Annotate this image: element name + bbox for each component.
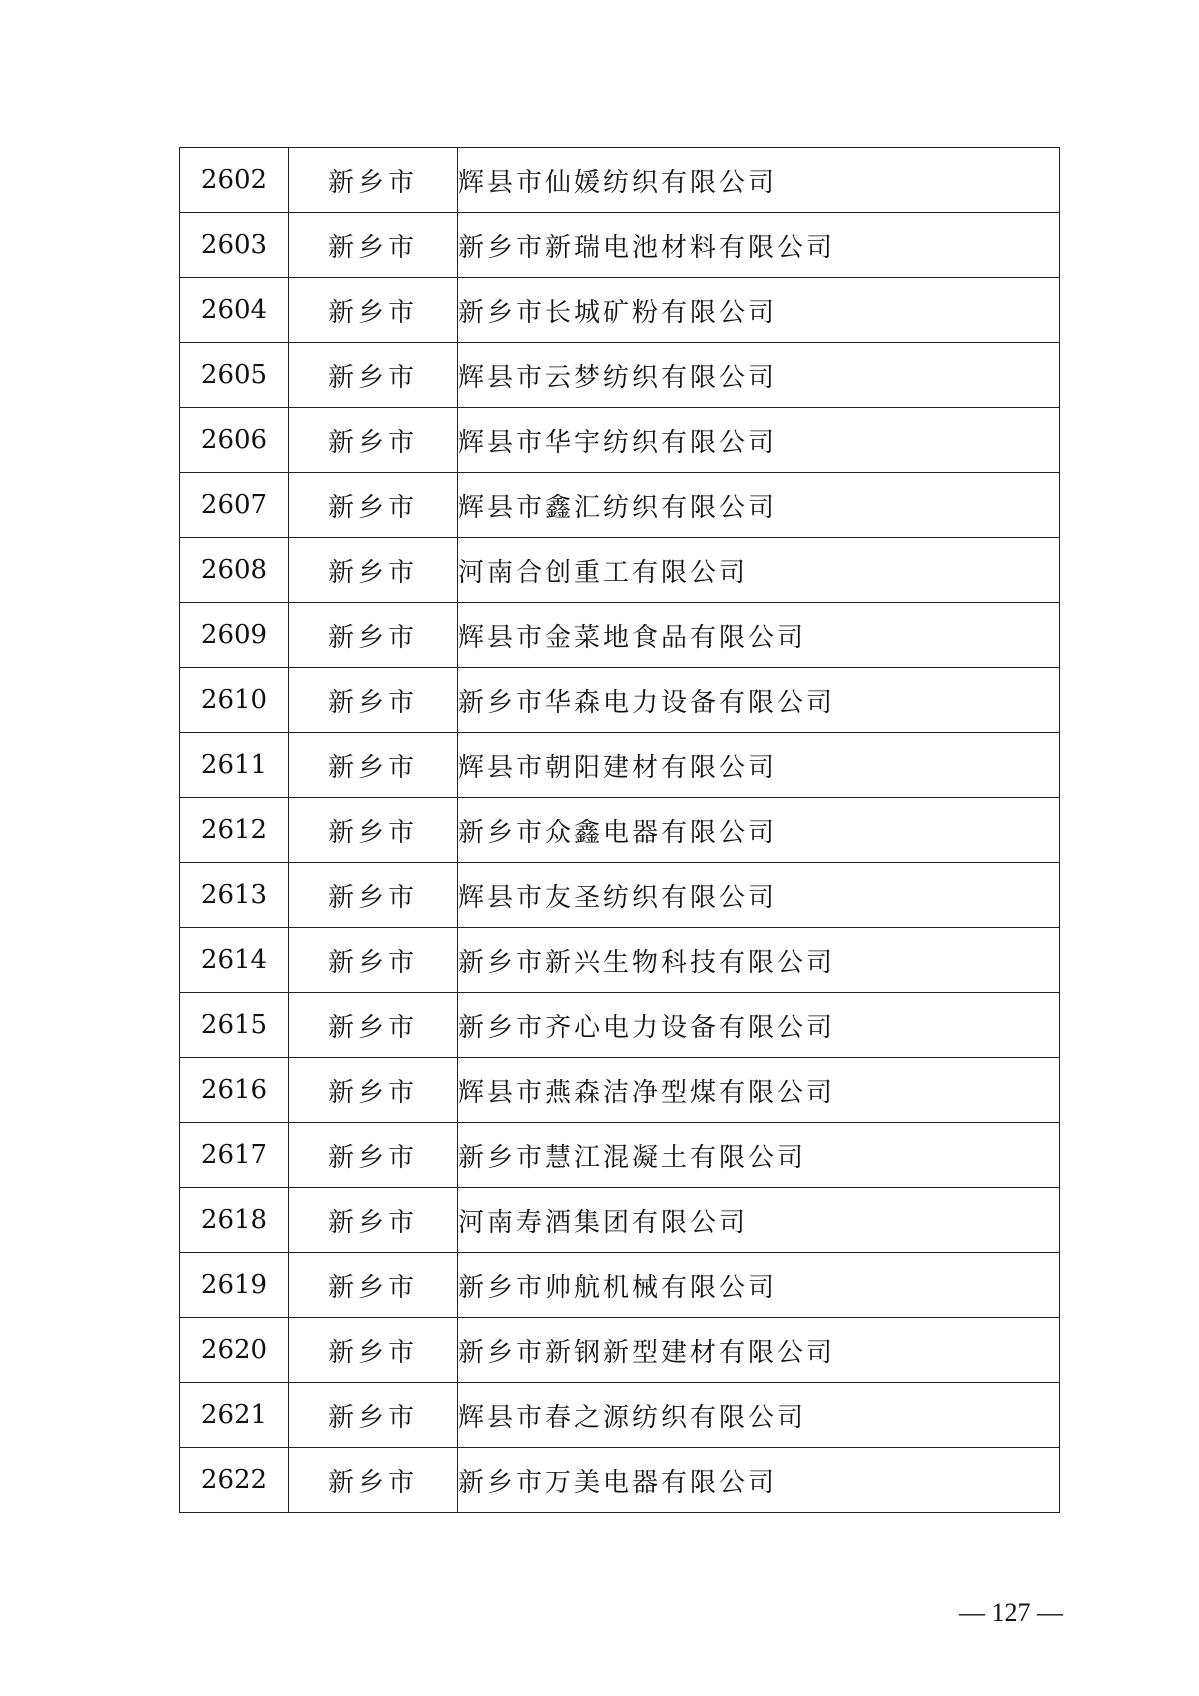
row-number-cell: 2622 (180, 1448, 289, 1513)
row-number-cell: 2612 (180, 798, 289, 863)
row-number-cell: 2618 (180, 1188, 289, 1253)
row-number-cell: 2603 (180, 213, 289, 278)
company-name-cell: 辉县市金菜地食品有限公司 (458, 603, 1060, 668)
company-name-cell: 新乡市万美电器有限公司 (458, 1448, 1060, 1513)
row-number-cell: 2606 (180, 408, 289, 473)
company-name-cell: 辉县市燕森洁净型煤有限公司 (458, 1058, 1060, 1123)
city-cell: 新乡市 (289, 1123, 458, 1188)
city-cell: 新乡市 (289, 538, 458, 603)
row-number-cell: 2615 (180, 993, 289, 1058)
company-name-cell: 新乡市新兴生物科技有限公司 (458, 928, 1060, 993)
row-number-cell: 2616 (180, 1058, 289, 1123)
company-name-cell: 新乡市齐心电力设备有限公司 (458, 993, 1060, 1058)
table-row (180, 1123, 1060, 1188)
company-name-cell: 新乡市长城矿粉有限公司 (458, 278, 1060, 343)
city-cell: 新乡市 (289, 863, 458, 928)
city-cell: 新乡市 (289, 798, 458, 863)
company-name-cell: 新乡市新钢新型建材有限公司 (458, 1318, 1060, 1383)
company-list-table (179, 147, 1060, 1513)
company-name-cell: 新乡市华森电力设备有限公司 (458, 668, 1060, 733)
company-name-cell: 辉县市朝阳建材有限公司 (458, 733, 1060, 798)
city-cell: 新乡市 (289, 408, 458, 473)
city-cell: 新乡市 (289, 148, 458, 213)
row-number-cell: 2609 (180, 603, 289, 668)
city-cell: 新乡市 (289, 473, 458, 538)
company-name-cell: 辉县市春之源纺织有限公司 (458, 1383, 1060, 1448)
table-row (180, 668, 1060, 733)
company-name-cell: 辉县市华宇纺织有限公司 (458, 408, 1060, 473)
table-row (180, 1318, 1060, 1383)
city-cell: 新乡市 (289, 1058, 458, 1123)
company-name-cell: 辉县市鑫汇纺织有限公司 (458, 473, 1060, 538)
row-number-cell: 2620 (180, 1318, 289, 1383)
company-name-cell: 河南合创重工有限公司 (458, 538, 1060, 603)
table-row (180, 408, 1060, 473)
city-cell: 新乡市 (289, 278, 458, 343)
city-cell: 新乡市 (289, 1383, 458, 1448)
row-number-cell: 2610 (180, 668, 289, 733)
city-cell: 新乡市 (289, 733, 458, 798)
table-row (180, 733, 1060, 798)
table-row (180, 993, 1060, 1058)
row-number-cell: 2611 (180, 733, 289, 798)
city-cell: 新乡市 (289, 668, 458, 733)
city-cell: 新乡市 (289, 993, 458, 1058)
city-cell: 新乡市 (289, 213, 458, 278)
city-cell: 新乡市 (289, 928, 458, 993)
table-row (180, 1188, 1060, 1253)
row-number-cell: 2604 (180, 278, 289, 343)
row-number-cell: 2607 (180, 473, 289, 538)
city-cell: 新乡市 (289, 1253, 458, 1318)
row-number-cell: 2608 (180, 538, 289, 603)
table-row (180, 343, 1060, 408)
company-name-cell: 新乡市众鑫电器有限公司 (458, 798, 1060, 863)
table-row (180, 1383, 1060, 1448)
row-number-cell: 2621 (180, 1383, 289, 1448)
company-name-cell: 辉县市友圣纺织有限公司 (458, 863, 1060, 928)
row-number-cell: 2602 (180, 148, 289, 213)
table-row (180, 538, 1060, 603)
table-row (180, 278, 1060, 343)
table-body (180, 148, 1060, 1513)
city-cell: 新乡市 (289, 343, 458, 408)
table-row (180, 798, 1060, 863)
company-name-cell: 新乡市帅航机械有限公司 (458, 1253, 1060, 1318)
company-name-cell: 河南寿酒集团有限公司 (458, 1188, 1060, 1253)
city-cell: 新乡市 (289, 603, 458, 668)
page-number: — 127 — (959, 1598, 1063, 1627)
table-row (180, 148, 1060, 213)
company-name-cell: 新乡市慧江混凝土有限公司 (458, 1123, 1060, 1188)
city-cell: 新乡市 (289, 1318, 458, 1383)
city-cell: 新乡市 (289, 1188, 458, 1253)
table-row (180, 213, 1060, 278)
table-row (180, 1253, 1060, 1318)
row-number-cell: 2605 (180, 343, 289, 408)
company-name-cell: 辉县市云梦纺织有限公司 (458, 343, 1060, 408)
row-number-cell: 2613 (180, 863, 289, 928)
row-number-cell: 2617 (180, 1123, 289, 1188)
company-name-cell: 新乡市新瑞电池材料有限公司 (458, 213, 1060, 278)
table-row (180, 863, 1060, 928)
table-row (180, 603, 1060, 668)
table-row (180, 928, 1060, 993)
table-row (180, 1448, 1060, 1513)
city-cell: 新乡市 (289, 1448, 458, 1513)
row-number-cell: 2619 (180, 1253, 289, 1318)
row-number-cell: 2614 (180, 928, 289, 993)
company-name-cell: 辉县市仙媛纺织有限公司 (458, 148, 1060, 213)
table-row (180, 473, 1060, 538)
table-row (180, 1058, 1060, 1123)
